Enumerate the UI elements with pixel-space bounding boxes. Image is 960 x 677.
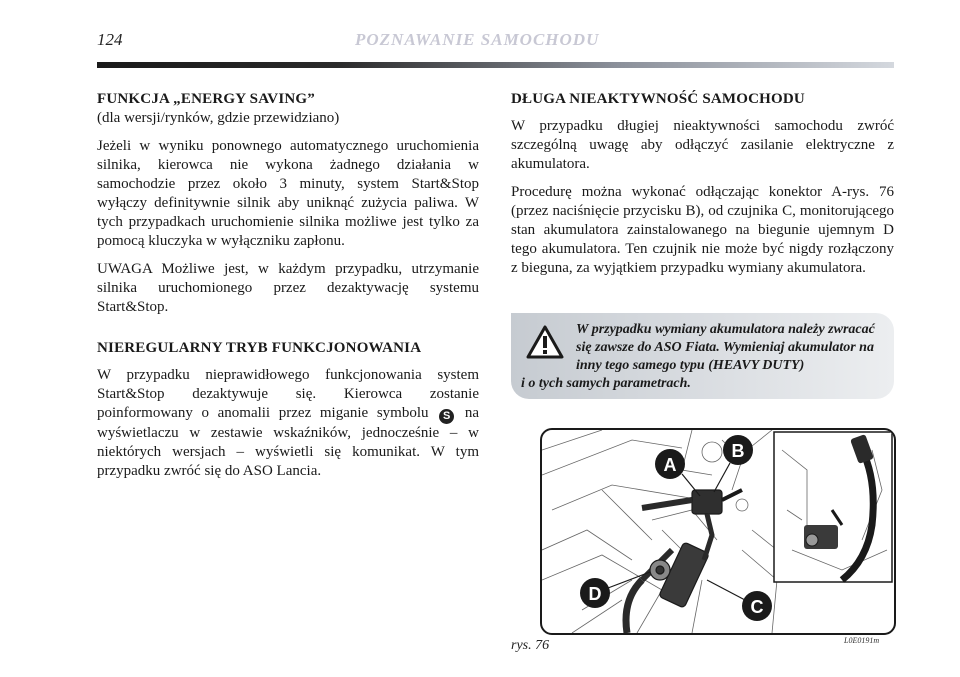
- right-column: [511, 90, 894, 287]
- energy-saving-note: UWAGA Możliwe jest, w każdym przypadku, utrzymanie silnika uruchomionego przez dezaktywację systemu Start&Stop.: [97, 261, 479, 315]
- warning-box: [511, 313, 894, 399]
- irregular-mode-paragraph: [97, 366, 479, 481]
- energy-saving-heading: FUNKCJA „ENERGY SAVING”: [97, 91, 315, 107]
- running-head: POZNAWANIE SAMOCHODU: [355, 30, 600, 49]
- irregular-mode-text-after: na wyświetlaczu w zestawie wskaźników, jednocześnie – w niektórych wersjach – wyświetli się komunikat. W tym przypadku zwróć się do ASO Lancia.: [97, 405, 480, 479]
- irregular-mode-heading: NIEREGULARNY TRYB FUNKCJONOWANIA: [97, 340, 422, 356]
- inactivity-heading: DŁUGA NIEAKTYWNOŚĆ SAMOCHODU: [511, 91, 805, 107]
- inactivity-paragraph-2: Procedurę można wykonać odłączając konektor A-rys. 76 (przez naciśnięcie przycisku B), od czujnika C, monitorującego stan akumulatora zainstalowanego na biegunie ujemnym D tego akumulatora. Ten czujnik nie może być nigdy rozłączony z bieguna, za wyjątkiem przypadku wymiany akumulatora.: [511, 184, 894, 276]
- irregular-mode-text-before: W przypadku nieprawidłowego funkcjonowania system Start&Stop dezaktywuje się. Kierowca zostanie poinformowany o anomalii przez miganie symbolu: [97, 367, 479, 421]
- label-a: A: [663, 455, 677, 475]
- energy-saving-subtitle: (dla wersji/rynków, gdzie przewidziano): [97, 110, 340, 126]
- battery-illustration: [542, 430, 894, 633]
- warning-text: [521, 321, 885, 393]
- inactivity-paragraph-1: W przypadku długiej nieaktywności samochodu zwróć szczególną uwagę aby odłączyć zasilanie elektryczne z akumulatora.: [511, 118, 894, 172]
- label-d: D: [588, 584, 602, 604]
- figure-code: L0E0191m: [844, 636, 880, 645]
- warning-line-1: W przypadku wymiany akumulatora należy zwracać się zawsze do ASO Fiata. Wymieniaj akumulator na inny tego samego typu (HEAVY DUTY): [576, 322, 875, 373]
- start-stop-icon: S: [439, 409, 454, 424]
- page-number: 124: [97, 30, 123, 49]
- warning-line-2: i o tych samych parametrach.: [521, 376, 691, 391]
- header-rule: [97, 62, 894, 68]
- label-b: B: [731, 441, 745, 461]
- battery-figure: [540, 428, 896, 635]
- label-c: C: [750, 597, 764, 617]
- figure-caption: rys. 76: [511, 638, 550, 653]
- energy-saving-paragraph: Jeżeli w wyniku ponownego automatycznego uruchomienia silnika, kierowca nie wykona żadnego działania w samochodzie przez około 3 minuty, system Start&Stop wyłączy definitywnie silnik aby uniknąć zużycia paliwa. W tych przypadkach uruchomienie silnika możliwe jest tylko za pomocą kluczyka w wyłączniku zapłonu.: [97, 138, 479, 249]
- left-column: [97, 90, 479, 490]
